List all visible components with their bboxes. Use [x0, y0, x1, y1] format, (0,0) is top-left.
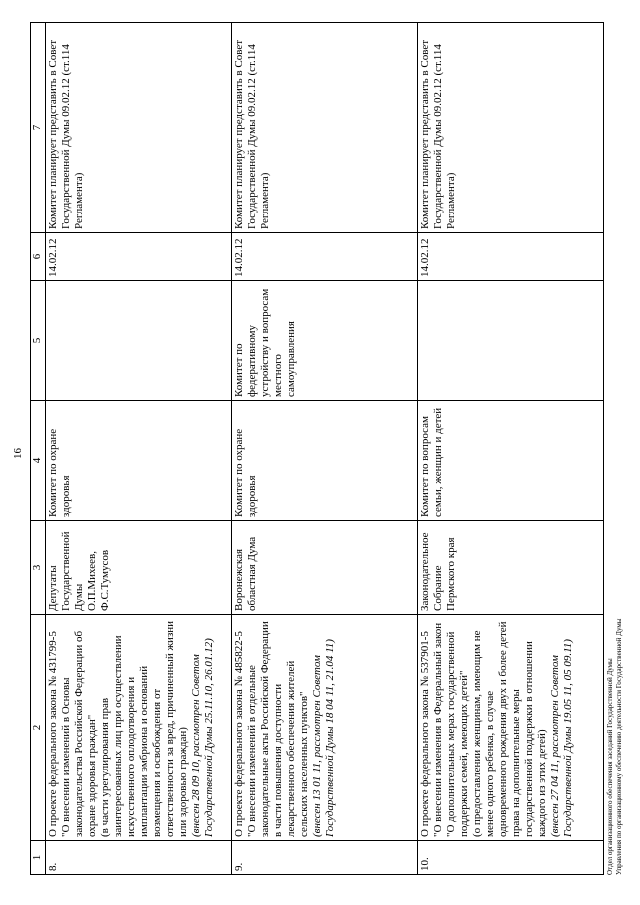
footer-line: Управления по организационному обеспечению деятельности Государственной Думы [615, 618, 623, 875]
plan-cell: Комитет планирует представить в Совет Государственной Думы 09.02.12 (ст.114 Регламента) [232, 23, 418, 233]
co-committee-cell [418, 281, 604, 401]
bill-cell [232, 615, 418, 841]
bill-name: "О внесении изменения в Федеральный закон "О дополнительных мерах государственной поддержки семей, имеющих детей" [432, 622, 470, 837]
date-cell: 14.02.12 [418, 233, 604, 281]
column-header: 7 [31, 23, 46, 233]
committee-cell: Комитет по охране здоровья [232, 401, 418, 521]
bill-title: О проекте федерального закона № 485822-5 [233, 631, 245, 837]
page-number: 16 [12, 448, 24, 459]
bill-detail: (о предоставлении женщинам, имеющим не менее одного ребенка, в случае одновременного рождения двух и более детей права на дополнительные меры государственной поддержки в отношении каждого из этих детей) [471, 621, 548, 837]
bill-name: "О внесении изменений в Основы законодательства Российской Федерации об охране здоровья граждан" [60, 630, 98, 837]
initiator-cell: Законодательное Собрание Пермского края [418, 521, 604, 615]
footer-note [606, 619, 624, 875]
table-row [418, 23, 604, 875]
plan-cell: Комитет планирует представить в Совет Государственной Думы 09.02.12 (ст.114 Регламента) [418, 23, 604, 233]
committee-cell: Комитет по вопросам семьи, женщин и детей [418, 401, 604, 521]
bill-title: О проекте федерального закона № 431799-5 [47, 631, 59, 837]
column-header: 6 [31, 233, 46, 281]
bill-name: "О внесении изменений в отдельные законодательные акты Российской Федерации в части повышения доступности лекарственного обеспечения жителей сельских населенных пунктов" [246, 621, 310, 837]
column-header: 5 [31, 281, 46, 401]
date-cell: 14.02.12 [46, 233, 232, 281]
bill-cell [46, 615, 232, 841]
footer-line: Отдел организационного обеспечения заседаний Государственной Думы [606, 658, 614, 875]
initiator-cell: Депутаты Государственной Думы О.П.Михеев, Ф.С.Тумусов [46, 521, 232, 615]
header-row [31, 23, 46, 875]
bill-title: О проекте федерального закона № 537901-5 [419, 631, 431, 837]
column-header: 1 [31, 841, 46, 875]
column-header: 3 [31, 521, 46, 615]
column-header: 2 [31, 615, 46, 841]
co-committee-cell: Комитет по федеративному устройству и вопросам местного самоуправления [232, 281, 418, 401]
bills-table [30, 22, 604, 875]
committee-cell: Комитет по охране здоровья [46, 401, 232, 521]
bill-status: (внесен 13 01 11, рассмотрен Советом Государственной Думы 18 04 11, 21.04 11) [311, 639, 336, 837]
initiator-cell: Воронежская областная Дума [232, 521, 418, 615]
bill-status: (внесен 27 04 11, рассмотрен Советом Государственной Думы 19.05 11, 05 09.11) [549, 639, 574, 837]
row-number: 10. [418, 841, 604, 875]
bill-detail: (в части урегулирования прав заинтересованных лиц при осуществлении искусственного оплодотворения и имплантации эмбриона и оснований возмещения и освобождения от ответственности за вред, причиненный жизни или здоровью граждан) [99, 620, 189, 837]
bill-status: (внесен 28 09 10, рассмотрен Советом Государственной Думы 25.11.10, 26.01.12) [190, 638, 215, 837]
row-number: 9. [232, 841, 418, 875]
column-header: 4 [31, 401, 46, 521]
co-committee-cell [46, 281, 232, 401]
table-row [232, 23, 418, 875]
date-cell: 14.02.12 [232, 233, 418, 281]
table-row [46, 23, 232, 875]
plan-cell: Комитет планирует представить в Совет Государственной Думы 09.02.12 (ст.114 Регламента) [46, 23, 232, 233]
row-number: 8. [46, 841, 232, 875]
bill-cell [418, 615, 604, 841]
